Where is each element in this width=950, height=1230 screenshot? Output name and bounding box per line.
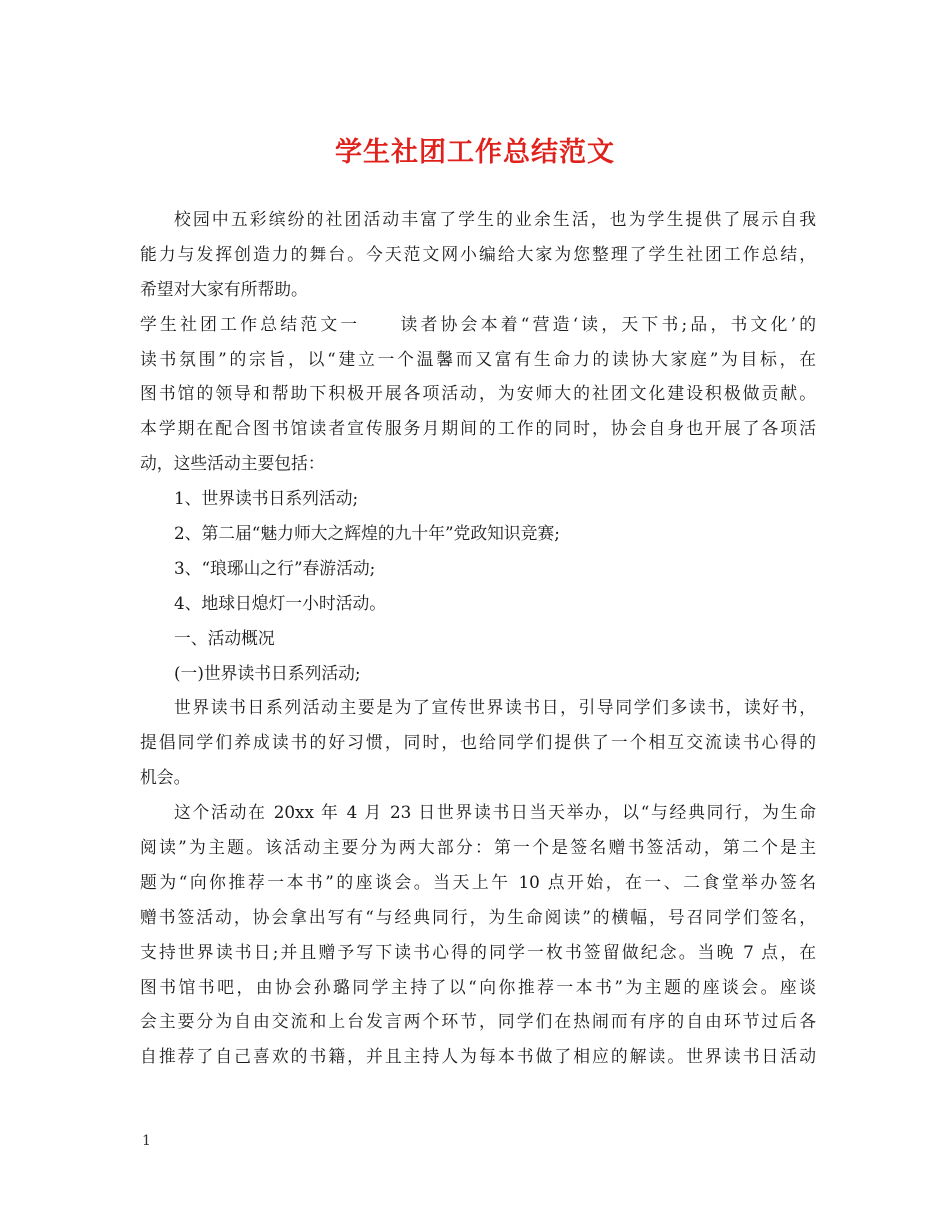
text-line: 世界读书日系列活动主要是为了宣传世界读书日，引导同学们多读书，读好书， bbox=[174, 697, 816, 718]
text-line: 会主要分为自由交流和上台发言两个环节，同学们在热闹而有序的自由环节过后各 bbox=[140, 1011, 816, 1032]
text-line: 阅读”为主题。该活动主要分为两大部分：第一个是签名赠书签活动，第二个是主 bbox=[140, 837, 816, 858]
document-body bbox=[140, 202, 816, 1074]
text-line: 支持世界读书日;并且赠予写下读书心得的同学一枚书签留做纪念。当晚 7 点，在 bbox=[140, 941, 816, 962]
text-line: 机会。 bbox=[140, 767, 191, 788]
text-line: 图书馆书吧，由协会孙璐同学主持了以“向你推荐一本书”为主题的座谈会。座谈 bbox=[140, 976, 816, 997]
text-line: 3、“琅琊山之行”春游活动; bbox=[174, 557, 376, 578]
text-line: 赠书签活动，协会拿出写有“与经典同行，为生命阅读”的横幅，号召同学们签名， bbox=[140, 906, 816, 927]
text-line: 提倡同学们养成读书的好习惯，同时，也给同学们提供了一个相互交流读书心得的 bbox=[140, 732, 816, 753]
text-line: 读书氛围”的宗旨，以“建立一个温馨而又富有生命力的读协大家庭”为目标，在 bbox=[140, 348, 816, 369]
text-line: 学生社团工作总结范文一 读者协会本着“营造‘读，天下书;品，书文化’的 bbox=[140, 313, 816, 334]
page-number: 1 bbox=[142, 1133, 151, 1149]
text-line: 能力与发挥创造力的舞台。今天范文网小编给大家为您整理了学生社团工作总结， bbox=[140, 243, 816, 264]
text-line: 动，这些活动主要包括： bbox=[140, 453, 325, 474]
document-title: 学生社团工作总结范文 bbox=[335, 137, 615, 168]
text-line: 题为“向你推荐一本书”的座谈会。当天上午 10 点开始，在一、二食堂举办签名 bbox=[140, 871, 816, 892]
text-line: 2、第二届“魅力师大之辉煌的九十年”党政知识竞赛; bbox=[174, 523, 560, 544]
text-line: (一)世界读书日系列活动; bbox=[174, 662, 361, 683]
text-line: 1、世界读书日系列活动; bbox=[174, 488, 359, 509]
text-line: 校园中五彩缤纷的社团活动丰富了学生的业余生活，也为学生提供了展示自我 bbox=[174, 209, 816, 229]
text-line: 4、地球日熄灯一小时活动。 bbox=[174, 592, 387, 613]
text-line: 图书馆的领导和帮助下积极开展各项活动，为安师大的社团文化建设积极做贡献。 bbox=[140, 383, 816, 404]
text-line: 这个活动在 20xx 年 4 月 23 日世界读书日当天举办，以“与经典同行，为生命 bbox=[174, 802, 816, 823]
text-line: 本学期在配合图书馆读者宣传服务月期间的工作的同时，协会自身也开展了各项活 bbox=[140, 418, 816, 439]
text-line: 自推荐了自己喜欢的书籍，并且主持人为每本书做了相应的解读。世界读书日活动 bbox=[140, 1046, 816, 1067]
text-line: 希望对大家有所帮助。 bbox=[140, 278, 308, 299]
text-line: 一、活动概况 bbox=[174, 627, 275, 648]
